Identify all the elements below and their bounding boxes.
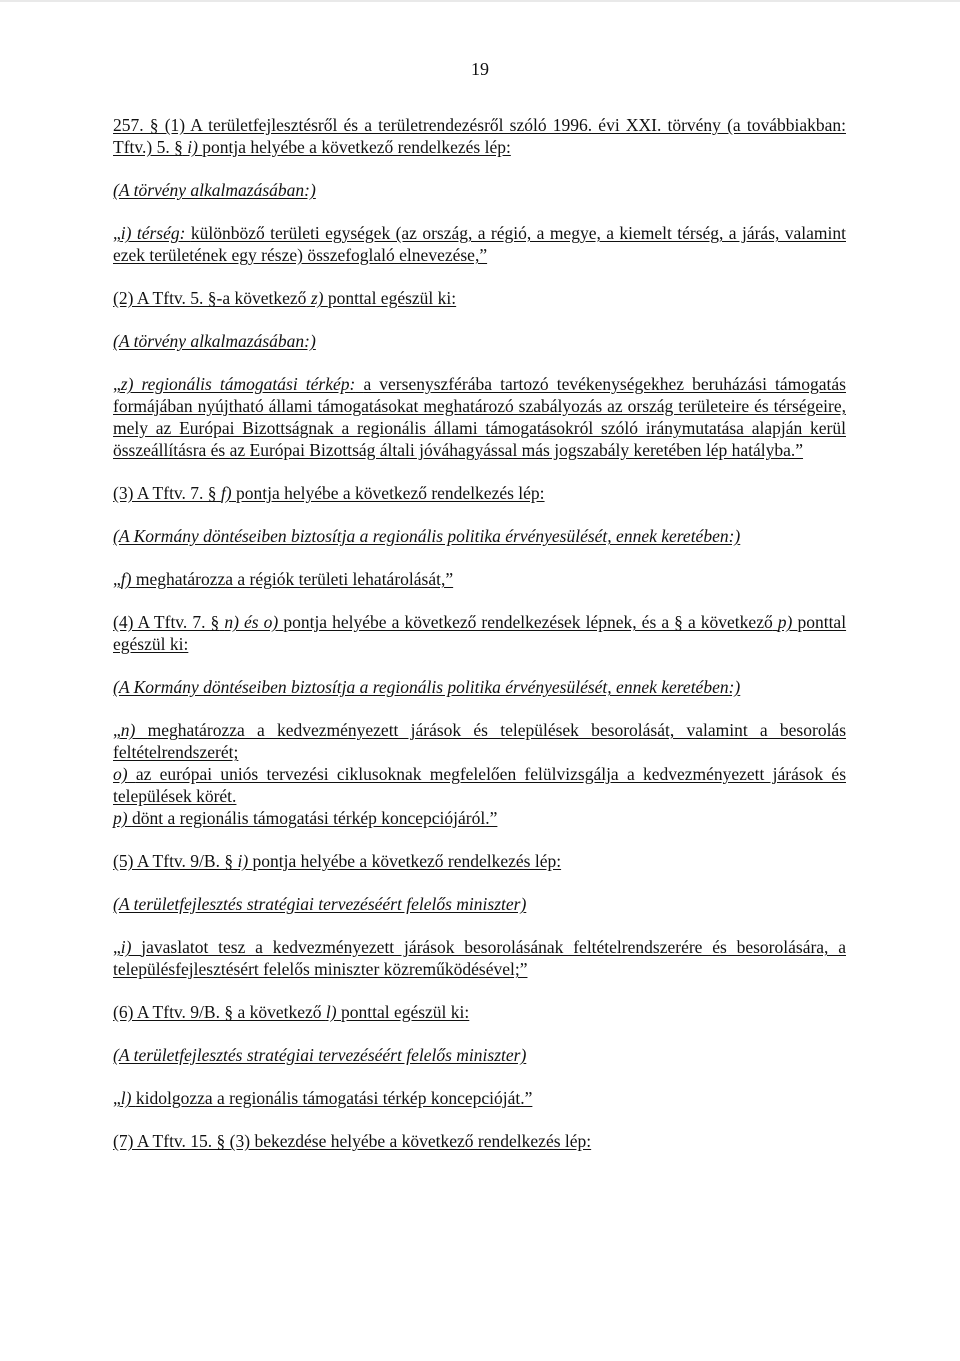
paragraph-257-3: (3) A Tftv. 7. § f) pontja helyébe a következő rendelkezés lép: xyxy=(113,483,545,503)
definition-z: „z) regionális támogatási térkép: a versenyszférába tartozó tevékenységekhez beruházási támogatás formájában nyújtható állami támogatásokat meghatározó szabályozás az ország területeire és térségeire, mely az Európai Bizottságnak a regionális állami támogatásokról szóló iránymutatása alapján kerül összeállításra és az Európai Bizottság általi jóváhagyással más jogszabály keretében lép hatályba.” xyxy=(113,374,846,460)
scan-edge xyxy=(0,0,960,2)
provision-o: o) az európai uniós tervezési ciklusoknak megfelelően felülvizsgálja a kedvezményezett járások és települések körét. xyxy=(113,764,846,806)
context-line: (A Kormány döntéseiben biztosítja a regionális politika érvényesülését, ennek keretében:) xyxy=(113,526,741,546)
paragraph-257-1: 257. § (1) A területfejlesztésről és a területrendezésről szóló 1996. évi XXI. törvény (a továbbiakban: Tftv.) 5. § i) pontja helyébe a következő rendelkezés lép: xyxy=(113,115,846,157)
context-line: (A törvény alkalmazásában:) xyxy=(113,331,316,351)
context-line: (A területfejlesztés stratégiai tervezéséért felelős miniszter) xyxy=(113,1045,527,1065)
paragraph-257-2: (2) A Tftv. 5. §-a következő z) ponttal egészül ki: xyxy=(113,288,457,308)
context-line: (A területfejlesztés stratégiai tervezéséért felelős miniszter) xyxy=(113,894,527,914)
context-line: (A törvény alkalmazásában:) xyxy=(113,180,316,200)
provision-n: „n) meghatározza a kedvezményezett járások és települések besorolását, valamint a besorolás feltételrendszerét; xyxy=(113,720,847,762)
provision-p: p) dönt a regionális támogatási térkép koncepciójáról.” xyxy=(113,808,498,828)
definition-i: „i) térség: különböző területi egységek (az ország, a régió, a megye, a kiemelt térség, a járás, valamint ezek területének egy része) összefoglaló elnevezése,” xyxy=(113,223,846,265)
paragraph-257-4: (4) A Tftv. 7. § n) és o) pontja helyébe a következő rendelkezések lépnek, és a § a következő p) ponttal egészül ki: xyxy=(113,612,847,654)
context-line: (A Kormány döntéseiben biztosítja a regionális politika érvényesülését, ennek keretében:) xyxy=(113,677,741,697)
paragraph-257-7: (7) A Tftv. 15. § (3) bekezdése helyébe a következő rendelkezés lép: xyxy=(113,1131,592,1151)
provision-f: „f) meghatározza a régiók területi lehatárolását,” xyxy=(113,569,454,589)
paragraph-257-6: (6) A Tftv. 9/B. § a következő l) ponttal egészül ki: xyxy=(113,1002,470,1022)
provision-i: „i) javaslatot tesz a kedvezményezett járások besorolásának feltételrendszerére és besorolására, a településfejlesztésért felelős miniszter közreműködésével;” xyxy=(113,937,846,979)
provision-l: „l) kidolgozza a regionális támogatási térkép koncepcióját.” xyxy=(113,1088,533,1108)
document-body xyxy=(113,114,846,1152)
paragraph-257-5: (5) A Tftv. 9/B. § i) pontja helyébe a következő rendelkezés lép: xyxy=(113,851,562,871)
page-number: 19 xyxy=(471,59,489,79)
